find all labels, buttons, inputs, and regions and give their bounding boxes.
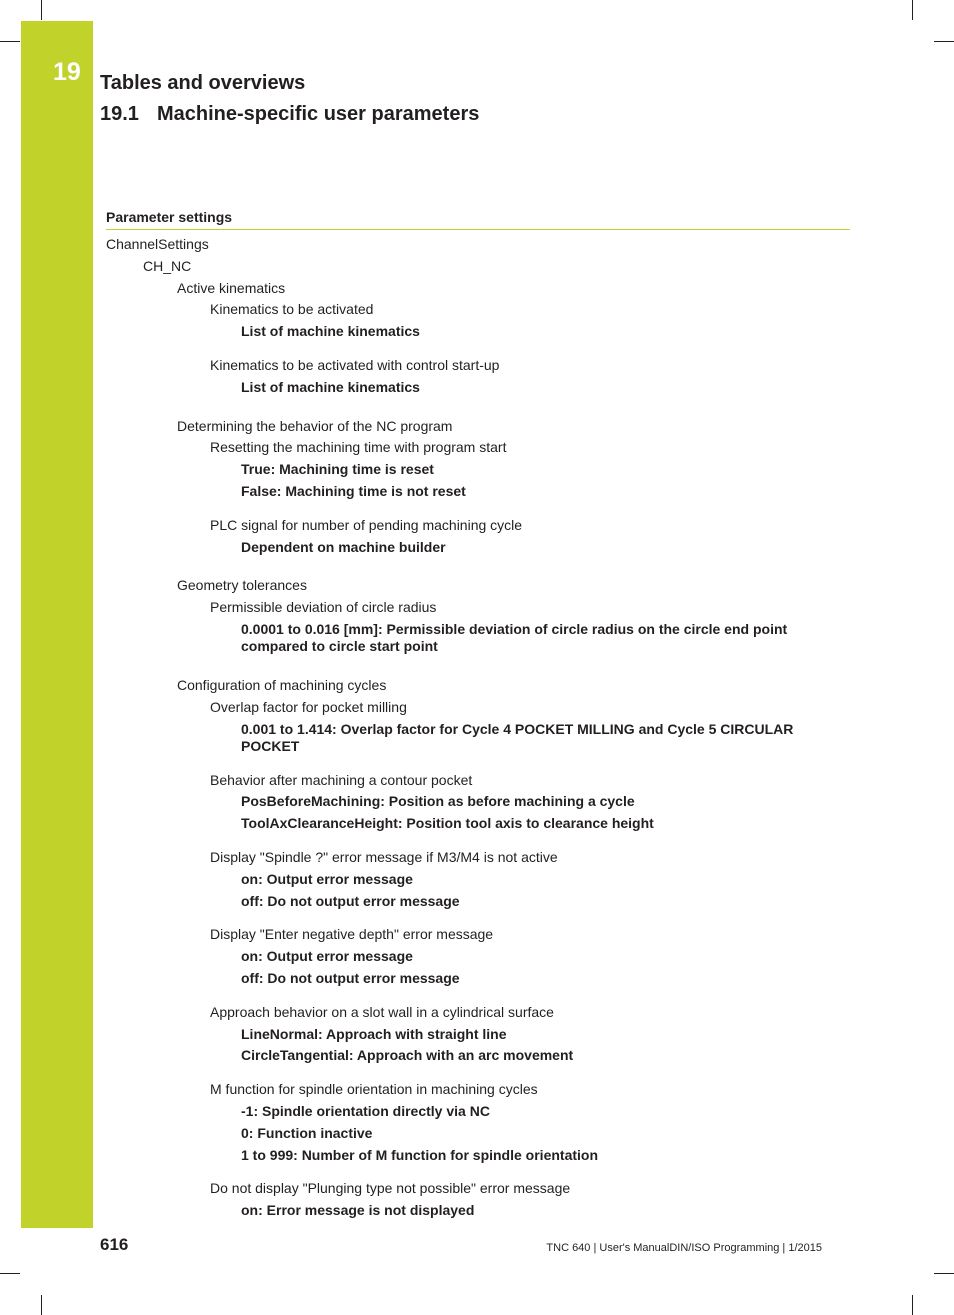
param-group-title: Determining the behavior of the NC program <box>177 417 453 434</box>
parameter-settings-heading: Parameter settings <box>106 209 850 230</box>
param-value: 1 to 999: Number of M function for spindle orientation <box>241 1146 599 1163</box>
param-group-title: Active kinematics <box>177 279 286 296</box>
param-value: on: Output error message <box>241 948 413 965</box>
param-name: Do not display "Plunging type not possible" error message <box>210 1180 571 1197</box>
crop-mark <box>912 1295 913 1315</box>
param-value: -1: Spindle orientation directly via NC <box>241 1102 490 1119</box>
chapter-title: Tables and overviews <box>100 72 306 94</box>
chapter-number: 19 <box>53 58 81 86</box>
page-number: 616 <box>100 1235 129 1254</box>
param-value: ToolAxClearanceHeight: Position tool axis to clearance height <box>241 815 654 832</box>
param-value: False: Machining time is not reset <box>241 482 466 499</box>
crop-mark <box>0 1273 20 1274</box>
crop-mark <box>41 0 42 20</box>
param-value: on: Error message is not displayed <box>241 1202 475 1219</box>
parameter-list <box>106 209 850 1222</box>
crop-mark <box>934 41 954 42</box>
param-value: Dependent on machine builder <box>241 538 446 555</box>
param-value: on: Output error message <box>241 870 413 887</box>
param-value: 0.0001 to 0.016 [mm]: Permissible deviation of circle radius on the circle end point compared to circle start point <box>241 620 788 655</box>
param-name: Permissible deviation of circle radius <box>210 599 437 616</box>
crop-mark <box>0 41 20 42</box>
param-group-title: Geometry tolerances <box>177 577 307 594</box>
param-value: CircleTangential: Approach with an arc movement <box>241 1047 574 1064</box>
param-name: Kinematics to be activated with control start-up <box>210 356 500 373</box>
param-value: PosBeforeMachining: Position as before machining a cycle <box>241 793 635 810</box>
param-name: Overlap factor for pocket milling <box>210 698 407 715</box>
param-value: 0: Function inactive <box>241 1124 373 1141</box>
section-number: 19.1 <box>100 103 139 125</box>
param-ch-nc: CH_NC <box>143 257 192 274</box>
param-name: Display "Enter negative depth" error message <box>210 926 494 943</box>
param-name: Kinematics to be activated <box>210 301 374 318</box>
param-value: off: Do not output error message <box>241 969 460 986</box>
section-title <box>100 103 479 126</box>
param-name: Resetting the machining time with program start <box>210 439 507 456</box>
param-name: Approach behavior on a slot wall in a cylindrical surface <box>210 1003 554 1020</box>
param-value: off: Do not output error message <box>241 892 460 909</box>
param-value: True: Machining time is reset <box>241 461 434 478</box>
footer-doc-info: TNC 640 | User's ManualDIN/ISO Programming | 1/2015 <box>546 1242 822 1254</box>
param-name: PLC signal for number of pending machining cycle <box>210 516 523 533</box>
param-channel-settings: ChannelSettings <box>106 236 209 252</box>
crop-mark <box>934 1273 954 1274</box>
param-value: List of machine kinematics <box>241 323 420 340</box>
param-value: LineNormal: Approach with straight line <box>241 1025 507 1042</box>
param-name: M function for spindle orientation in machining cycles <box>210 1081 538 1098</box>
crop-mark <box>912 0 913 20</box>
param-name: Behavior after machining a contour pocket <box>210 771 473 788</box>
chapter-sidebar <box>21 21 93 1228</box>
param-value: List of machine kinematics <box>241 378 420 395</box>
crop-mark <box>41 1295 42 1315</box>
param-value: 0.001 to 1.414: Overlap factor for Cycle 4 POCKET MILLING and Cycle 5 CIRCULAR POCKET <box>241 720 794 755</box>
param-name: Display "Spindle ?" error message if M3/M4 is not active <box>210 848 558 865</box>
param-group-title: Configuration of machining cycles <box>177 676 387 693</box>
section-title-text: Machine-specific user parameters <box>157 103 480 125</box>
